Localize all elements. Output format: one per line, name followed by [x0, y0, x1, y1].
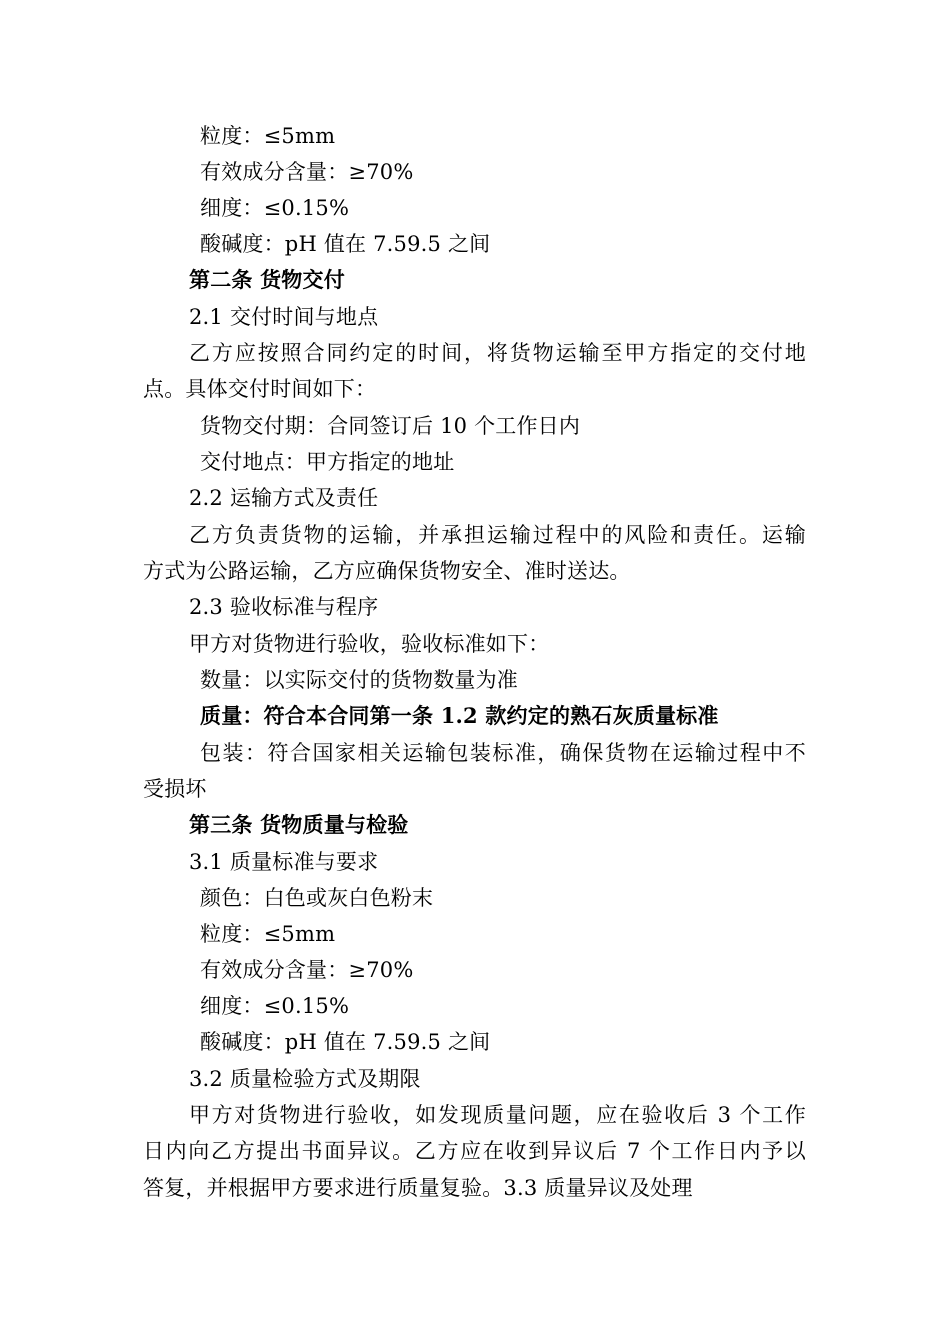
section-2-1-heading: 2.1 交付时间与地点 [189, 305, 379, 329]
paragraph-line: 甲方对货物进行验收，验收标准如下： [189, 632, 550, 656]
paragraph-line: 答复，并根据甲方要求进行质量复验。3.3 质量异议及处理 [143, 1176, 693, 1200]
paragraph-line: 点。具体交付时间如下： [143, 377, 377, 401]
section-2-2-heading: 2.2 运输方式及责任 [189, 486, 379, 510]
spec-fineness: 细度：≤0.15% [200, 196, 350, 220]
spec-particle-size: 粒度：≤5mm [200, 922, 336, 946]
spec-color: 颜色：白色或灰白色粉末 [200, 886, 434, 910]
delivery-location: 交付地点：甲方指定的地址 [200, 450, 455, 474]
acceptance-quality: 质量：符合本合同第一条 1.2 款约定的熟石灰质量标准 [200, 703, 719, 728]
paragraph-line: 乙方负责货物的运输，并承担运输过程中的风险和责任。运输 [189, 523, 806, 547]
section-2-3-heading: 2.3 验收标准与程序 [189, 595, 379, 619]
acceptance-packaging: 包装：符合国家相关运输包装标准，确保货物在运输过程中不 [200, 741, 806, 765]
delivery-period: 货物交付期：合同签订后 10 个工作日内 [200, 414, 581, 438]
paragraph-line: 方式为公路运输，乙方应确保货物安全、准时送达。 [143, 559, 631, 583]
paragraph-line: 日内向乙方提出书面异议。乙方应在收到异议后 7 个工作日内予以 [143, 1139, 806, 1163]
spec-active-content: 有效成分含量：≥70% [200, 160, 414, 184]
section-3-2-heading: 3.2 质量检验方式及期限 [189, 1067, 421, 1091]
spec-active-content: 有效成分含量：≥70% [200, 958, 414, 982]
paragraph-line: 受损坏 [143, 777, 207, 801]
acceptance-quantity: 数量：以实际交付的货物数量为准 [200, 668, 518, 692]
spec-particle-size: 粒度：≤5mm [200, 124, 336, 148]
article-2-heading: 第二条 货物交付 [189, 267, 345, 292]
paragraph-line: 乙方应按照合同约定的时间，将货物运输至甲方指定的交付地 [189, 341, 806, 365]
spec-ph: 酸碱度：pH 值在 7.59.5 之间 [200, 232, 491, 256]
section-3-1-heading: 3.1 质量标准与要求 [189, 850, 379, 874]
article-3-heading: 第三条 货物质量与检验 [189, 812, 409, 837]
spec-fineness: 细度：≤0.15% [200, 994, 350, 1018]
spec-ph: 酸碱度：pH 值在 7.59.5 之间 [200, 1030, 491, 1054]
paragraph-line: 甲方对货物进行验收，如发现质量问题，应在验收后 3 个工作 [189, 1103, 806, 1127]
